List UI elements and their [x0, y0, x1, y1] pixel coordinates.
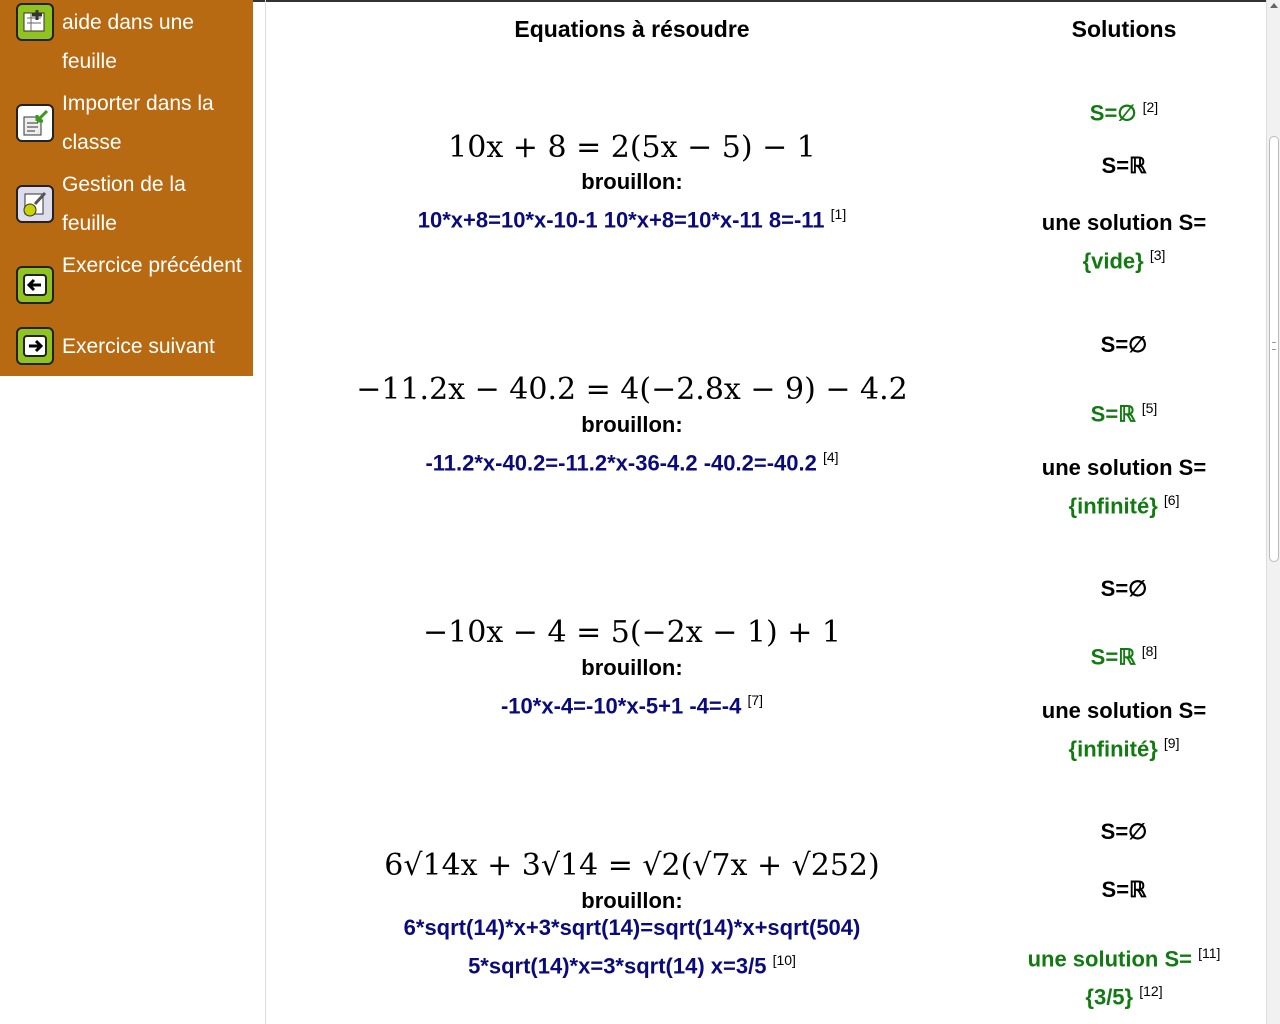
solution-option-empty[interactable]: S=∅ [2] [1089, 99, 1159, 126]
equation: 6√14x + 3√14 = √2(√7x + √252) [384, 848, 880, 883]
sidebar-item-aide[interactable] [0, 0, 253, 82]
solution-option-one[interactable]: une solution S= {infinité} [6] [1041, 455, 1207, 519]
solution-option-reals[interactable]: S=ℝ [5] [1090, 400, 1158, 427]
solutions-header: Solutions [1071, 16, 1177, 42]
equation: 10x + 8 = 2(5x − 5) − 1 [448, 130, 816, 165]
sidebar-item-label: Exercice suivant [62, 335, 215, 358]
brouillon-label: brouillon: [581, 888, 683, 913]
worksheet-add-icon [16, 3, 54, 41]
solution-value: {3/5} [1085, 984, 1134, 1010]
solution-option-reals[interactable]: S=ℝ [1101, 877, 1147, 902]
arrow-right-icon [16, 327, 54, 365]
grip-icon [1272, 342, 1276, 350]
solution-option-one[interactable]: une solution S= {vide} [3] [1041, 210, 1207, 274]
equation: −11.2x − 40.2 = 4(−2.8x − 9) − 4.2 [356, 372, 908, 407]
solution-option-reals[interactable]: S=ℝ [1101, 153, 1147, 178]
vertical-scrollbar[interactable] [1266, 0, 1280, 1024]
solution-value: {vide} [1082, 248, 1144, 274]
sidebar-item-label: Gestion de la feuille [62, 173, 186, 235]
scroll-up-arrow-icon[interactable] [1270, 3, 1278, 8]
sidebar-item-label: Exercice précédent [62, 254, 242, 277]
equation: −10x − 4 = 5(−2x − 1) + 1 [423, 615, 841, 650]
equations-header: Equations à résoudre [514, 16, 750, 42]
draft-work: 10*x+8=10*x-10-1 10*x+8=10*x-11 8=-11 [1] [417, 206, 847, 233]
sidebar [0, 0, 253, 376]
sidebar-item-gestion[interactable] [0, 165, 253, 245]
draft-work: -10*x-4=-10*x-5+1 -4=-4 [7] [500, 692, 764, 719]
solution-option-empty[interactable]: S=∅ [1100, 576, 1148, 601]
solution-option-one[interactable]: une solution S= [11] {3/5} [12] [1027, 945, 1221, 1010]
solution-option-empty[interactable]: S=∅ [1100, 332, 1148, 357]
sidebar-item-importer[interactable] [0, 84, 253, 164]
top-border [253, 0, 1268, 2]
solution-value: {infinité} [1068, 736, 1158, 762]
draft-work: -11.2*x-40.2=-11.2*x-36-4.2 -40.2=-40.2 [4] [425, 449, 839, 476]
solution-option-reals[interactable]: S=ℝ [8] [1090, 643, 1158, 670]
sidebar-item-exercice-precedent[interactable] [0, 246, 253, 326]
solution-option-empty[interactable]: S=∅ [1100, 819, 1148, 844]
sidebar-item-label: Importer dans la classe [62, 92, 214, 154]
solution-option-one[interactable]: une solution S= {infinité} [9] [1041, 698, 1207, 762]
draft-work: 6*sqrt(14)*x+3*sqrt(14)=sqrt(14)*x+sqrt(504) 5*sqrt(14)*x=3*sqrt(14) x=3/5 [10] [403, 915, 861, 979]
manage-sheet-icon [16, 185, 54, 223]
arrow-left-icon [16, 266, 54, 304]
brouillon-label: brouillon: [581, 412, 683, 437]
import-document-icon [16, 104, 54, 142]
sidebar-item-exercice-suivant[interactable] [0, 327, 253, 367]
scrollbar-thumb[interactable] [1269, 136, 1279, 562]
brouillon-label: brouillon: [581, 169, 683, 194]
sidebar-item-label: aide dans une feuille [62, 11, 194, 73]
brouillon-label: brouillon: [581, 655, 683, 680]
solution-value: {infinité} [1068, 493, 1158, 519]
